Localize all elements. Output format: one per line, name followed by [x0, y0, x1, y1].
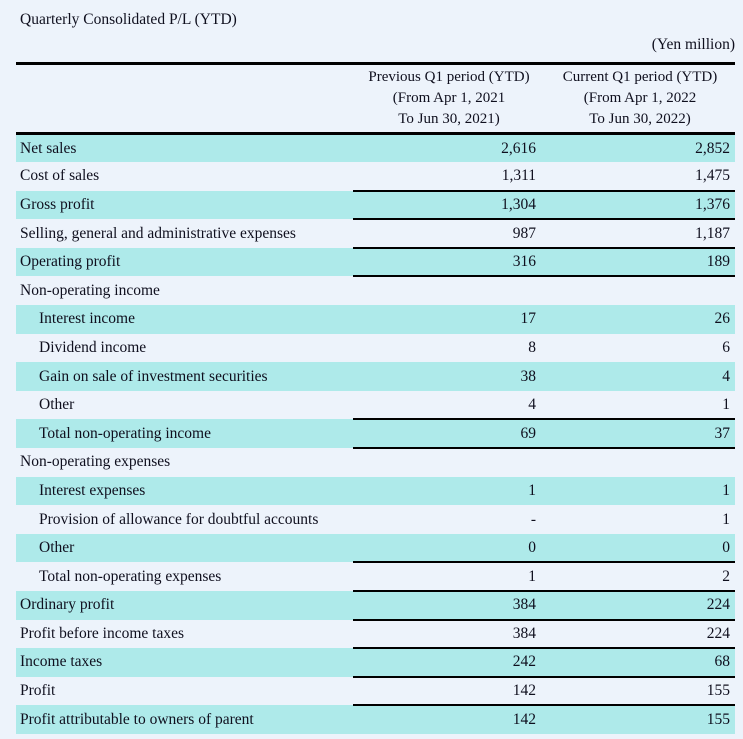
row-label: Provision of allowance for doubtful accounts — [16, 505, 353, 534]
table-row — [16, 477, 735, 506]
value-current: 1 — [545, 391, 735, 420]
page-title: Quarterly Consolidated P/L (YTD) — [20, 11, 237, 28]
value-current: 4 — [545, 362, 735, 391]
value-previous: 4 — [353, 391, 545, 420]
value-current: 224 — [545, 591, 735, 620]
row-label: Non-operating income — [16, 276, 353, 305]
row-label: Profit before income taxes — [16, 620, 353, 649]
col-header-line: (From Apr 1, 2021 — [392, 90, 506, 106]
header-row — [16, 64, 735, 134]
value-current: 68 — [545, 648, 735, 677]
value-current: 155 — [545, 705, 735, 734]
table-row — [16, 191, 735, 220]
table-row — [16, 134, 735, 163]
row-label: Total non-operating expenses — [16, 562, 353, 591]
col-header-previous — [353, 64, 545, 134]
value-current: 1 — [545, 477, 735, 506]
row-label: Selling, general and administrative expenses — [16, 219, 353, 248]
value-current: 37 — [545, 419, 735, 448]
value-previous — [353, 448, 545, 477]
row-label: Income taxes — [16, 648, 353, 677]
table-row — [16, 562, 735, 591]
value-previous: 1,304 — [353, 191, 545, 220]
value-previous: 17 — [353, 305, 545, 334]
col-header-line: Previous Q1 period (YTD) — [368, 69, 530, 85]
value-current: 0 — [545, 534, 735, 563]
table-row — [16, 677, 735, 706]
col-header-line: To Jun 30, 2021) — [398, 111, 500, 127]
value-current: 1,376 — [545, 191, 735, 220]
table-row — [16, 591, 735, 620]
value-current: 155 — [545, 677, 735, 706]
table-row — [16, 505, 735, 534]
value-current: 6 — [545, 334, 735, 363]
value-previous: 384 — [353, 591, 545, 620]
row-label: Gross profit — [16, 191, 353, 220]
unit-note: (Yen million) — [651, 36, 735, 53]
table-body — [16, 134, 735, 734]
value-current: 224 — [545, 620, 735, 649]
value-previous: 242 — [353, 648, 545, 677]
value-previous: 69 — [353, 419, 545, 448]
row-label: Other — [16, 391, 353, 420]
value-previous: 142 — [353, 677, 545, 706]
table-row — [16, 362, 735, 391]
value-current: 189 — [545, 248, 735, 277]
col-header-current — [545, 64, 735, 134]
value-previous: 987 — [353, 219, 545, 248]
row-label: Profit — [16, 677, 353, 706]
row-label: Operating profit — [16, 248, 353, 277]
row-label: Profit attributable to owners of parent — [16, 705, 353, 734]
value-current: 26 — [545, 305, 735, 334]
table-row — [16, 648, 735, 677]
table-row — [16, 705, 735, 734]
value-previous: 1 — [353, 562, 545, 591]
value-current — [545, 276, 735, 305]
row-label: Ordinary profit — [16, 591, 353, 620]
table-row — [16, 276, 735, 305]
row-label: Total non-operating income — [16, 419, 353, 448]
value-current — [545, 448, 735, 477]
row-label: Non-operating expenses — [16, 448, 353, 477]
value-previous: 316 — [353, 248, 545, 277]
row-label: Cost of sales — [16, 162, 353, 191]
row-label: Net sales — [16, 134, 353, 163]
value-previous: 1 — [353, 477, 545, 506]
row-label: Interest income — [16, 305, 353, 334]
row-label: Gain on sale of investment securities — [16, 362, 353, 391]
table-row — [16, 334, 735, 363]
value-current: 2,852 — [545, 134, 735, 163]
table-row — [16, 620, 735, 649]
value-current: 1 — [545, 505, 735, 534]
table-row — [16, 534, 735, 563]
value-previous: 8 — [353, 334, 545, 363]
col-header-line: (From Apr 1, 2022 — [583, 90, 697, 106]
value-previous: 38 — [353, 362, 545, 391]
row-label: Interest expenses — [16, 477, 353, 506]
table-row — [16, 162, 735, 191]
value-previous: 0 — [353, 534, 545, 563]
table-row — [16, 391, 735, 420]
col-header-line: To Jun 30, 2022) — [589, 111, 691, 127]
table-row — [16, 248, 735, 277]
value-previous: 1,311 — [353, 162, 545, 191]
value-current: 1,475 — [545, 162, 735, 191]
value-previous: 384 — [353, 620, 545, 649]
value-current: 2 — [545, 562, 735, 591]
table-row — [16, 419, 735, 448]
value-previous: 2,616 — [353, 134, 545, 163]
value-previous: 142 — [353, 705, 545, 734]
table-row — [16, 219, 735, 248]
table-row — [16, 305, 735, 334]
value-previous — [353, 276, 545, 305]
value-current: 1,187 — [545, 219, 735, 248]
col-header-line: Current Q1 period (YTD) — [562, 69, 718, 85]
row-label: Other — [16, 534, 353, 563]
value-previous: - — [353, 505, 545, 534]
row-label: Dividend income — [16, 334, 353, 363]
table-row — [16, 448, 735, 477]
pl-table — [16, 62, 735, 734]
header-label-cell — [16, 64, 353, 134]
